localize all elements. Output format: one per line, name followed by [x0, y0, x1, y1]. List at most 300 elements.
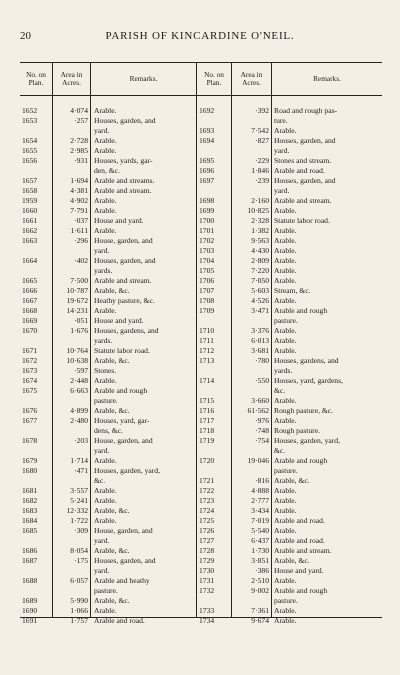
page-header	[0, 30, 400, 46]
area-cell: 1·694	[70, 176, 88, 185]
table-row	[20, 616, 196, 626]
table-row	[20, 276, 196, 286]
plan-number-cell	[197, 316, 231, 326]
remarks-cell: ture.	[274, 116, 288, 125]
table-row	[197, 376, 382, 386]
plan-number-cell: 1656	[22, 156, 38, 165]
table-row	[20, 396, 196, 406]
table-row	[20, 226, 196, 236]
area-cell	[52, 396, 88, 406]
plan-number-cell: 1657	[22, 176, 38, 185]
plan-number-cell	[20, 566, 52, 576]
remarks-cell: Arable and stream.	[94, 186, 152, 195]
area-cell: 3·851	[251, 556, 269, 565]
plan-number-cell: 1682	[22, 496, 38, 505]
table-row	[197, 106, 382, 116]
area-cell: 61·562	[247, 406, 269, 415]
plan-number-cell: 1687	[22, 556, 38, 565]
remarks-cell: pasture.	[274, 596, 298, 605]
area-cell: ·976	[255, 416, 269, 425]
land-register-table	[20, 62, 382, 625]
plan-number-cell: 1665	[22, 276, 38, 285]
area-cell: 5·540	[251, 526, 269, 535]
column-header-row	[20, 63, 196, 96]
area-cell: 1·730	[251, 546, 269, 555]
table-row	[20, 206, 196, 216]
remarks-cell: dens, &c.	[94, 426, 123, 435]
table-row	[20, 576, 196, 586]
column-header-area: Area in Acres.	[52, 63, 90, 95]
plan-number-cell: 1698	[199, 196, 215, 205]
plan-number-cell: 1670	[22, 326, 38, 335]
area-cell: 7·361	[251, 606, 269, 615]
plan-number-cell: 1710	[199, 326, 215, 335]
table-row	[197, 176, 382, 186]
table-row	[197, 576, 382, 586]
remarks-cell: Arable.	[274, 416, 297, 425]
plan-number-cell: 1705	[199, 266, 215, 275]
table-row	[20, 406, 196, 416]
column-header-no: No. on Plan.	[204, 70, 224, 87]
plan-number-cell: 1711	[199, 336, 214, 345]
table-row	[197, 266, 382, 276]
plan-number-cell: 1717	[199, 416, 215, 425]
area-cell: 7·050	[251, 276, 269, 285]
plan-number-cell: 1655	[22, 146, 38, 155]
area-cell: 4·074	[70, 106, 88, 115]
table-row	[20, 456, 196, 466]
table-row	[20, 246, 196, 256]
area-cell: 6·057	[70, 576, 88, 585]
table-row	[20, 336, 196, 346]
plan-number-cell: 1672	[22, 356, 38, 365]
plan-number-cell: 1719	[199, 436, 215, 445]
remarks-cell: Arable, &c.	[94, 506, 130, 515]
table-row	[197, 436, 382, 446]
area-cell	[52, 126, 88, 136]
remarks-cell: Arable.	[94, 226, 117, 235]
area-cell: 2·160	[251, 196, 269, 205]
area-cell: ·754	[255, 436, 269, 445]
table-row	[197, 196, 382, 206]
plan-number-cell: 1661	[22, 216, 38, 225]
plan-number-cell: 1675	[22, 386, 38, 395]
area-cell	[231, 146, 269, 156]
table-row	[197, 556, 382, 566]
area-cell: 3·660	[251, 396, 269, 405]
plan-number-cell: 1681	[22, 486, 38, 495]
column-header-area: Area in Acres.	[231, 63, 271, 95]
plan-number-cell: 1704	[199, 256, 215, 265]
area-cell: 19·672	[66, 296, 88, 305]
plan-number-cell	[20, 126, 52, 136]
area-cell	[231, 366, 269, 376]
area-cell: 3·434	[251, 506, 269, 515]
table-row	[197, 116, 382, 126]
area-cell	[52, 476, 88, 486]
plan-number-cell: 1729	[199, 556, 215, 565]
remarks-cell: Houses, yards, gar-	[94, 156, 153, 165]
table-row	[20, 386, 196, 396]
area-cell: ·550	[255, 376, 269, 385]
table-row	[197, 566, 382, 576]
remarks-cell: Arable, &c.	[94, 356, 130, 365]
remarks-cell: Arable.	[94, 196, 117, 205]
area-cell: 4·381	[70, 186, 88, 195]
table-row	[20, 556, 196, 566]
area-cell: ·827	[255, 136, 269, 145]
remarks-cell: pasture.	[94, 586, 118, 595]
table-row	[197, 446, 382, 456]
table-row	[197, 366, 382, 376]
table-row	[197, 466, 382, 476]
remarks-cell: Arable.	[94, 376, 117, 385]
plan-number-cell: 1699	[199, 206, 215, 215]
area-cell: 7·791	[70, 206, 88, 215]
plan-number-cell: 1662	[22, 226, 38, 235]
plan-number-cell	[197, 596, 231, 606]
column-header-row	[197, 63, 382, 96]
plan-number-cell: 1701	[199, 226, 215, 235]
table-row	[197, 346, 382, 356]
page-number: 20	[20, 30, 31, 42]
table-row	[197, 496, 382, 506]
area-cell	[52, 166, 88, 176]
plan-number-cell	[20, 336, 52, 346]
remarks-cell: Houses, garden, and	[94, 116, 156, 125]
plan-number-cell	[20, 396, 52, 406]
plan-number-cell	[197, 186, 231, 196]
area-cell: 5·990	[70, 596, 88, 605]
remarks-cell: Statute labor road.	[274, 216, 330, 225]
table-row	[20, 476, 196, 486]
remarks-cell: Arable.	[274, 606, 297, 615]
table-row	[20, 156, 196, 166]
remarks-cell: pasture.	[274, 466, 298, 475]
area-cell: 3·681	[251, 346, 269, 355]
remarks-cell: Arable.	[94, 606, 117, 615]
remarks-cell: Arable.	[274, 126, 297, 135]
table-row	[197, 616, 382, 626]
remarks-cell: Statute labor road.	[94, 346, 150, 355]
area-cell: 14·231	[66, 306, 88, 315]
table-row	[197, 456, 382, 466]
area-cell: 10·638	[66, 356, 88, 365]
table-row	[20, 466, 196, 476]
page-title: PARISH OF KINCARDINE O'NEIL.	[105, 30, 295, 42]
remarks-cell: House, garden, and	[94, 436, 153, 445]
remarks-cell: yard.	[94, 566, 110, 575]
remarks-cell: Arable and road.	[274, 516, 325, 525]
table-row	[197, 216, 382, 226]
plan-number-cell: 1658	[22, 186, 38, 195]
area-cell: 7·019	[251, 516, 269, 525]
table-row	[20, 316, 196, 326]
plan-number-cell: 1690	[22, 606, 38, 615]
remarks-cell: yard.	[94, 126, 110, 135]
area-cell	[231, 466, 269, 476]
plan-number-cell: 1709	[199, 306, 215, 315]
remarks-cell: Arable.	[274, 336, 297, 345]
remarks-cell: Arable, &c.	[94, 596, 130, 605]
plan-number-cell: 1684	[22, 516, 38, 525]
area-cell: ·748	[255, 426, 269, 435]
area-cell: ·780	[255, 356, 269, 365]
plan-number-cell: 1706	[199, 276, 215, 285]
table-row	[197, 256, 382, 266]
table-row	[197, 336, 382, 346]
area-cell: ·239	[255, 176, 269, 185]
plan-number-cell: 1731	[199, 576, 215, 585]
plan-number-cell	[197, 116, 231, 126]
remarks-cell: Arable and rough	[274, 586, 328, 595]
table-row	[197, 326, 382, 336]
plan-number-cell: 1668	[22, 306, 38, 315]
table-row	[20, 606, 196, 616]
left-rows	[20, 96, 196, 625]
remarks-cell: Houses, yard, gar-	[94, 416, 150, 425]
table-row	[20, 216, 196, 226]
remarks-cell: yard.	[94, 446, 110, 455]
area-cell: 8·054	[70, 546, 88, 555]
area-cell: ·296	[74, 236, 88, 245]
area-cell: 3·557	[70, 486, 88, 495]
area-cell: 1·714	[70, 456, 88, 465]
table-row	[197, 156, 382, 166]
plan-number-cell	[20, 536, 52, 546]
remarks-cell: yards.	[274, 366, 293, 375]
plan-number-cell: 1720	[199, 456, 215, 465]
plan-number-cell: 1683	[22, 506, 38, 515]
plan-number-cell: 1707	[199, 286, 215, 295]
plan-number-cell: 1685	[22, 526, 38, 535]
remarks-cell: Arable and stream.	[94, 276, 152, 285]
remarks-cell: House, garden, and	[94, 526, 153, 535]
plan-number-cell: 1660	[22, 206, 38, 215]
plan-number-cell: 1677	[22, 416, 38, 425]
area-cell: 9·674	[251, 616, 269, 625]
area-cell: 3·376	[251, 326, 269, 335]
table-row	[20, 436, 196, 446]
table-row	[20, 366, 196, 376]
remarks-cell: &c.	[94, 476, 106, 485]
plan-number-cell: 1726	[199, 526, 215, 535]
area-cell: 10·825	[247, 206, 269, 215]
left-half-table	[20, 63, 197, 625]
area-cell: 19·046	[247, 456, 269, 465]
area-cell: 9·563	[251, 236, 269, 245]
table-row	[20, 266, 196, 276]
area-cell: 7·542	[251, 126, 269, 135]
remarks-cell: pasture.	[274, 316, 298, 325]
table-row	[197, 276, 382, 286]
table-row	[197, 416, 382, 426]
plan-number-cell: 1693	[199, 126, 215, 135]
area-cell	[231, 316, 269, 326]
remarks-cell: Stream, &c.	[274, 286, 311, 295]
remarks-cell: Arable.	[94, 146, 117, 155]
table-row	[20, 176, 196, 186]
table-row	[20, 286, 196, 296]
table-row	[197, 296, 382, 306]
remarks-cell: Arable and rough	[94, 386, 148, 395]
remarks-cell: Arable.	[274, 526, 297, 535]
area-cell: 1·722	[70, 516, 88, 525]
table-row	[20, 486, 196, 496]
plan-number-cell	[20, 586, 52, 596]
area-cell	[52, 246, 88, 256]
table-row	[197, 606, 382, 616]
plan-number-cell: 1702	[199, 236, 215, 245]
table-row	[197, 246, 382, 256]
remarks-cell: Houses, gardens, and	[274, 356, 339, 365]
area-cell: 2·985	[70, 146, 88, 155]
plan-number-cell: 1712	[199, 346, 215, 355]
plan-number-cell: 1733	[199, 606, 215, 615]
area-cell: ·386	[255, 566, 269, 575]
area-cell	[231, 116, 269, 126]
table-row	[197, 526, 382, 536]
remarks-cell: Arable.	[274, 236, 297, 245]
area-cell: ·203	[74, 436, 88, 445]
area-cell	[231, 596, 269, 606]
area-cell	[52, 426, 88, 436]
right-rows	[197, 96, 382, 625]
area-cell: 3·471	[251, 306, 269, 315]
table-row	[20, 306, 196, 316]
remarks-cell: Arable.	[274, 226, 297, 235]
plan-number-cell: 1664	[22, 256, 38, 265]
remarks-cell: Arable.	[94, 486, 117, 495]
area-cell: 5·241	[70, 496, 88, 505]
remarks-cell: Arable.	[274, 396, 297, 405]
table-row	[197, 236, 382, 246]
plan-number-cell	[20, 246, 52, 256]
table-row	[20, 566, 196, 576]
table-row	[20, 186, 196, 196]
table-row	[20, 506, 196, 516]
plan-number-cell	[20, 446, 52, 456]
table-row	[197, 356, 382, 366]
plan-number-cell	[20, 266, 52, 276]
plan-number-cell: 1686	[22, 546, 38, 555]
remarks-cell: Arable, &c.	[94, 406, 130, 415]
plan-number-cell: 1667	[22, 296, 38, 305]
area-cell: 2·328	[251, 216, 269, 225]
remarks-cell: Arable.	[274, 256, 297, 265]
table-row	[197, 596, 382, 606]
plan-number-cell: 1732	[199, 586, 215, 595]
area-cell: 1·676	[70, 326, 88, 335]
plan-number-cell: 1688	[22, 576, 38, 585]
plan-number-cell	[197, 446, 231, 456]
table-row	[20, 586, 196, 596]
remarks-cell: Arable, &c.	[94, 546, 130, 555]
remarks-cell: Arable.	[274, 506, 297, 515]
area-cell: ·229	[255, 156, 269, 165]
remarks-cell: yard.	[94, 536, 110, 545]
remarks-cell: yard.	[274, 146, 290, 155]
plan-number-cell: 1713	[199, 356, 215, 365]
table-row	[197, 406, 382, 416]
table-row	[197, 146, 382, 156]
area-cell	[52, 586, 88, 596]
plan-number-cell: 1679	[22, 456, 38, 465]
right-half-table	[197, 63, 382, 625]
plan-number-cell: 1715	[199, 396, 215, 405]
plan-number-cell: 1700	[199, 216, 215, 225]
remarks-cell: Rough pasture, &c.	[274, 406, 334, 415]
table-row	[20, 236, 196, 246]
area-cell: ·931	[74, 156, 88, 165]
plan-number-cell: 1666	[22, 286, 38, 295]
table-row	[20, 536, 196, 546]
remarks-cell: Arable and streams.	[94, 176, 155, 185]
remarks-cell: Arable.	[274, 496, 297, 505]
column-header-remarks: Remarks.	[271, 63, 382, 95]
area-cell: ·309	[74, 526, 88, 535]
plan-number-cell: 1673	[22, 366, 38, 375]
table-row	[197, 316, 382, 326]
plan-number-cell: 1718	[199, 426, 215, 435]
area-cell	[52, 266, 88, 276]
remarks-cell: Arable and heathy	[94, 576, 150, 585]
remarks-cell: pasture.	[94, 396, 118, 405]
area-cell	[52, 336, 88, 346]
table-row	[197, 426, 382, 436]
remarks-cell: Arable and stream.	[274, 196, 332, 205]
table-row	[20, 136, 196, 146]
remarks-cell: Rough pasture.	[274, 426, 320, 435]
remarks-cell: House, garden, and	[94, 236, 153, 245]
area-cell: ·392	[255, 106, 269, 115]
table-row	[20, 346, 196, 356]
plan-number-cell: 1703	[199, 246, 215, 255]
table-row	[197, 516, 382, 526]
table-row	[197, 306, 382, 316]
plan-number-cell: 1676	[22, 406, 38, 415]
area-cell: 6·437	[251, 536, 269, 545]
remarks-cell: Arable.	[274, 246, 297, 255]
remarks-cell: Arable and road.	[274, 166, 325, 175]
table-row	[20, 196, 196, 206]
remarks-cell: House and yard.	[94, 216, 144, 225]
table-row	[20, 516, 196, 526]
remarks-cell: Houses, garden, and	[274, 136, 336, 145]
area-cell: 4·899	[70, 406, 88, 415]
table-row	[20, 146, 196, 156]
plan-number-cell: 1725	[199, 516, 215, 525]
plan-number-cell: 1674	[22, 376, 38, 385]
area-cell: 2·480	[70, 416, 88, 425]
remarks-cell: Arable.	[274, 276, 297, 285]
plan-number-cell: 1724	[199, 506, 215, 515]
remarks-cell: yard.	[94, 246, 110, 255]
area-cell: 5·603	[251, 286, 269, 295]
table-row	[197, 586, 382, 596]
table-row	[20, 106, 196, 116]
plan-number-cell	[20, 476, 52, 486]
plan-number-cell: 1669	[22, 316, 38, 325]
plan-number-cell	[197, 466, 231, 476]
area-cell: ·051	[74, 316, 88, 325]
remarks-cell: Stones.	[94, 366, 117, 375]
remarks-cell: Arable.	[274, 326, 297, 335]
area-cell: 4·430	[251, 246, 269, 255]
table-row	[197, 506, 382, 516]
plan-number-cell: 1714	[199, 376, 215, 385]
table-row	[197, 166, 382, 176]
